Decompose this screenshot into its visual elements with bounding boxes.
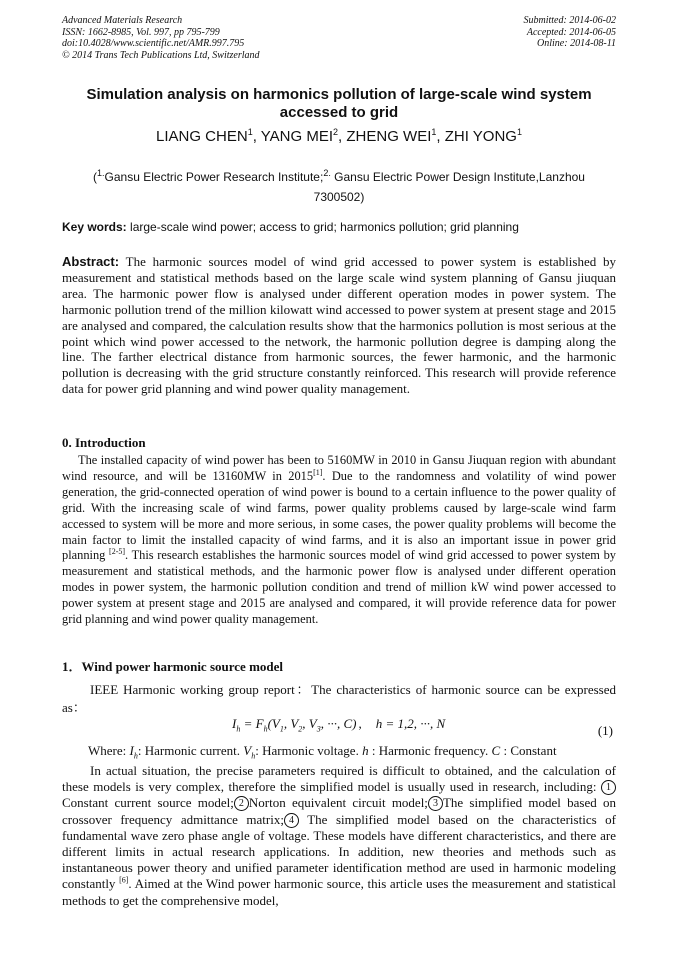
author-name: LIANG CHEN	[156, 128, 248, 145]
equation-legend	[88, 743, 557, 761]
author-name: ZHENG WEI	[346, 128, 432, 145]
section-heading-harmonic-model: 1．Wind power harmonic source model	[62, 659, 284, 674]
eq-term: , ···, C)	[320, 716, 357, 731]
author-affiliation-mark: 2	[333, 127, 339, 137]
eq-term: = F	[240, 716, 264, 731]
section-heading-introduction: 0. Introduction	[62, 435, 146, 450]
legend-frequency: : Harmonic frequency.	[371, 743, 489, 758]
online-date: Online: 2014-08-11	[537, 38, 616, 49]
legend-current: : Harmonic current.	[137, 743, 241, 758]
author-affiliation-mark: 1	[247, 127, 253, 137]
eq-term: I	[232, 716, 237, 731]
intro-text: . Due to the randomness and volatility of wind power generation, the grid-connected operation of wind power is bound to a certain influence to the power quality of grid. With the increasing scale of wind farms, power quality problems caused by large-scale wind farm accessed to system will be more and more serious, in some cases, the power quality problems will become the main factor to limit the installed capacity of wind farms, and it is also an important issue in power grid planning	[62, 468, 616, 563]
equation-number: (1)	[597, 723, 613, 738]
author-name: YANG MEI	[260, 128, 334, 145]
abstract	[62, 254, 616, 397]
paper-title: Simulation analysis on harmonics pollution of large-scale wind system accessed to grid	[86, 86, 592, 121]
journal-header	[62, 15, 260, 61]
eq-subscript: 2	[298, 724, 303, 734]
legend-symbol: $V_h$	[243, 743, 256, 761]
eq-term: , V	[283, 716, 299, 731]
submitted-date: Submitted: 2014-06-02	[523, 15, 616, 26]
citation: [2-5]	[109, 547, 126, 557]
paragraph-text: Constant current source model;	[62, 795, 234, 811]
introduction-paragraph	[62, 453, 616, 628]
legend-label: Where:	[88, 743, 127, 758]
dates-header	[524, 15, 617, 50]
circled-number: 4	[284, 813, 299, 828]
paragraph-text: The simplified model based on the characteristics of fundamental wave zero phase angle of voltage. These models have different characteristics, and there are different limits in actual research applications. In addition, new theories and methods such as instantaneous power theory and unified parameter identification method are used in harmonic modeling constantly	[62, 811, 617, 892]
paragraph-text: The simplified model based on crossover frequency admittance matrix;	[62, 795, 616, 827]
affiliation-1: Gansu Electric Power Research Institute;	[104, 170, 324, 184]
copyright-line: © 2014 Trans Tech Publications Ltd, Switzerland	[62, 49, 260, 61]
circled-number: 3	[428, 796, 443, 811]
eq-term: , V	[302, 716, 317, 731]
doi-line: doi:10.4028/www.scientific.net/AMR.997.795	[62, 38, 245, 49]
intro-text: . This research establishes the harmonic sources model of wind grid accessed to power system by measurement and statistical methods, and the harmonic power flow is analysed under different operation modes in power system, the harmonic pollution condition and trend of million kW wind power accessed to power system at present stage and 2015 are analysed and compared, it will provide reference data for power grid planning and wind power quality management.	[62, 548, 616, 627]
intro-text: The installed capacity of wind power has been to 5160MW in 2010 in Gansu Jiuquan region with abundant wind resource, and will be 13160MW in 2015	[62, 453, 616, 483]
eq-subscript: 1	[279, 724, 284, 734]
legend-symbol: h	[362, 743, 369, 758]
eq-subscript: h	[236, 724, 241, 734]
paragraph-text: In actual situation, the precise parameters required is difficult to obtained, and the calculation of these models is very complex, therefore the simplified model is usually used in research, including:	[62, 763, 616, 795]
journal-name: Advanced Materials Research	[62, 15, 183, 26]
abstract-text: The harmonic sources model of wind grid accessed to power system is established by measurement and statistical methods based on the large scale wind system planning of Gansu jiuquan area. The harmonic power flow is analysed under different operation modes in power system. The harmonic pollution trend of the million kilowatt wind accessed to power system at present stage and 2015 are analysed and compared, the calculation results show that the harmonics pollution is most serious at the point which wind power accessed to the network, the harmonic pollution degree is damping along the line. The farther electrical distance from harmonic sources, the fewer harmonic, and the harmonic pollution is decreasing with the grid structure constantly reinforced. This research will provide reference data for power grid planning and wind power quality management.	[62, 254, 617, 397]
author-affiliation-mark: 1	[431, 127, 437, 137]
eq-comma: ,	[358, 716, 362, 731]
author-name: ZHI YONG	[444, 128, 517, 145]
citation: [6]	[119, 876, 129, 886]
citation: [1]	[313, 467, 323, 477]
equation-1	[232, 716, 445, 734]
affiliation-mark: 1.	[97, 168, 105, 178]
keywords-text: large-scale wind power; access to grid; harmonics pollution; grid planning	[130, 220, 519, 234]
eq-term: (V	[267, 716, 280, 731]
legend-symbol: C	[491, 743, 501, 758]
eq-subscript: h	[263, 724, 268, 734]
paragraph-text: . Aimed at the Wind power harmonic source, this article uses the measurement and statistical methods to get the comprehensive model,	[62, 876, 617, 908]
models-paragraph	[62, 763, 616, 909]
abstract-label: Abstract:	[62, 254, 120, 269]
circled-number: 2	[234, 796, 249, 811]
legend-constant: : Constant	[503, 743, 557, 758]
affiliation-mark: 2.	[323, 168, 331, 178]
legend-symbol: $I_h$	[129, 743, 138, 761]
accepted-date: Accepted: 2014-06-05	[526, 26, 616, 38]
paragraph-text: Norton equivalent circuit model;	[248, 795, 428, 811]
affiliation-2: Gansu Electric Power Design Institute,Lanzhou 7300502)	[313, 170, 585, 204]
keywords-label: Key words:	[62, 220, 127, 234]
eq-subscript: 3	[316, 724, 321, 734]
legend-voltage: : Harmonic voltage.	[255, 743, 359, 758]
ieee-paragraph: IEEE Harmonic working group report：The characteristics of harmonic source can be expressed as：	[62, 682, 616, 715]
keywords	[62, 220, 616, 234]
author-affiliation-mark: 1	[516, 127, 522, 137]
affiliations	[70, 163, 608, 207]
author-list: LIANG CHEN$^1$, YANG MEI$^2$, ZHENG WEI$^1$, ZHI YONG$^1$	[156, 127, 522, 145]
circled-number: 1	[601, 780, 616, 795]
eq-condition: h = 1,2, ···, N	[375, 716, 446, 731]
affiliation-open-paren: (	[93, 170, 98, 184]
issn-line: ISSN: 1662-8985, Vol. 997, pp 795-799	[62, 26, 220, 38]
